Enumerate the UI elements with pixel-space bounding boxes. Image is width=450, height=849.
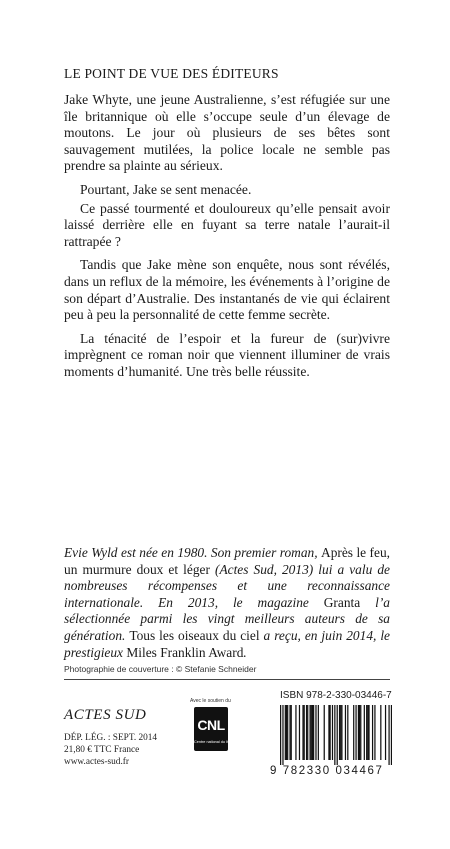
barcode-bar xyxy=(313,705,314,760)
blurb-paragraph-5: La ténacité de l’espoir et la fureur de (sur)vivre imprègnent ce roman noir que viennent illuminer de vrais moments d’humanité. Une très belle réussite. xyxy=(64,330,390,379)
barcode-bar xyxy=(385,705,386,760)
website: www.actes-sud.fr xyxy=(64,757,129,768)
price: 21,80 € TTC France xyxy=(64,745,140,756)
barcode-bar xyxy=(285,705,286,760)
blurb-paragraph-4: Tandis que Jake mène son enquête, nous sont révélés, dans un reflux de la mémoire, les événements à l’origine de son départ d’Australie. Des instantanés de vie qui éclairent peu à peu la personnalité de cette femme secrète. xyxy=(64,257,390,323)
cnl-logo-subtext: Centre national du livre xyxy=(194,740,234,744)
barcode-bar xyxy=(364,705,365,760)
barcode-bar xyxy=(282,705,283,765)
barcode-bar xyxy=(347,705,348,760)
barcode-bar xyxy=(368,705,369,760)
barcode-bar xyxy=(332,705,333,760)
barcode-bar xyxy=(311,705,312,760)
barcode-bar xyxy=(359,705,360,760)
bio-award-name: Miles Franklin Award xyxy=(126,644,244,660)
cnl-logo-text: CNL xyxy=(197,717,225,733)
cnl-logo-icon xyxy=(194,707,234,751)
barcode-bar xyxy=(380,705,381,760)
barcode-bar xyxy=(360,705,361,760)
barcode-bar xyxy=(304,705,305,760)
barcode-bar xyxy=(340,705,341,760)
barcode-bar xyxy=(339,705,340,760)
barcode-bar xyxy=(367,705,368,760)
bio-text-3: l’a sélectionnée parmi les vingt meilleurs auteurs de sa génération. xyxy=(64,594,390,643)
bio-book-title-1: Après le feu, un murmure doux et léger xyxy=(64,545,390,577)
barcode-bar xyxy=(366,705,367,760)
publisher-logo: ACTES SUD xyxy=(64,707,147,723)
bio-text-5: . xyxy=(243,644,247,660)
support-label: Avec le soutien du xyxy=(190,698,231,704)
barcode-bar xyxy=(315,705,316,760)
barcode-bar xyxy=(306,705,307,760)
barcode-bar xyxy=(291,705,292,760)
barcode-bar xyxy=(334,705,335,765)
barcode-bar xyxy=(355,705,356,760)
bio-book-title-2: Tous les oiseaux du ciel xyxy=(129,627,260,643)
barcode-bar xyxy=(307,705,308,760)
barcode-bar xyxy=(353,705,354,760)
barcode-bar xyxy=(328,705,329,760)
barcode-bar xyxy=(318,705,319,760)
barcode-number: 9 782330 034467 xyxy=(270,765,384,777)
barcode-bar xyxy=(324,705,325,760)
barcode-bar xyxy=(391,705,392,765)
legal-deposit: DÉP. LÉG. : SEPT. 2014 xyxy=(64,733,158,743)
author-bio xyxy=(64,545,390,661)
barcode-icon xyxy=(280,705,392,765)
bio-text-2: (Actes Sud, 2013) lui a valu de nombreuses récompenses et une reconnaissance internationale. En 2013, le magazine xyxy=(64,561,390,610)
blurb-paragraph-3: Ce passé tourmenté et douloureux qu’elle pensait avoir laissé derrière elle en fuyant sa terre natale l’aurait-il rattrapée ? xyxy=(64,200,390,249)
barcode-bar xyxy=(337,705,338,765)
bio-text-1: Evie Wyld est née en 1980. Son premier roman, xyxy=(64,545,322,560)
barcode-bar xyxy=(289,705,290,760)
barcode-bar xyxy=(312,705,313,760)
barcode-bar xyxy=(330,705,331,760)
barcode-bar xyxy=(299,705,300,760)
barcode-bar xyxy=(302,705,303,760)
isbn: ISBN 978-2-330-03446-7 xyxy=(280,690,392,701)
photo-credit: Photographie de couverture : © Stefanie Schneider xyxy=(64,664,257,674)
barcode-bar xyxy=(374,705,375,760)
barcode-bar xyxy=(286,705,287,760)
barcode-bar xyxy=(388,705,389,765)
section-heading: LE POINT DE VUE DES ÉDITEURS xyxy=(64,66,279,81)
legal-info xyxy=(64,732,157,769)
blurb-paragraph-1: Jake Whyte, une jeune Australienne, s’est réfugiée sur une île britannique où elle s’occupe seule d’un élevage de moutons. Le jour où plusieurs de ses bêtes sont sauvagement mutilées, la police locale ne semble pas prendre sa plainte au sérieux. xyxy=(64,92,390,174)
barcode-bar xyxy=(280,705,281,765)
divider xyxy=(64,679,390,680)
barcode-bar xyxy=(287,705,288,760)
barcode-bar xyxy=(309,705,310,760)
blurb-paragraph-2: Pourtant, Jake se sent menacée. xyxy=(80,181,252,197)
barcode-bar xyxy=(295,705,296,760)
bio-text-4: a reçu, en juin 2014, le prestigieux xyxy=(64,627,390,660)
barcode-bar xyxy=(345,705,346,760)
barcode-bar xyxy=(341,705,342,760)
barcode-bar xyxy=(358,705,359,760)
barcode-bar xyxy=(372,705,373,760)
bio-magazine-name: Granta xyxy=(323,594,361,610)
publisher-blurb xyxy=(64,92,390,388)
